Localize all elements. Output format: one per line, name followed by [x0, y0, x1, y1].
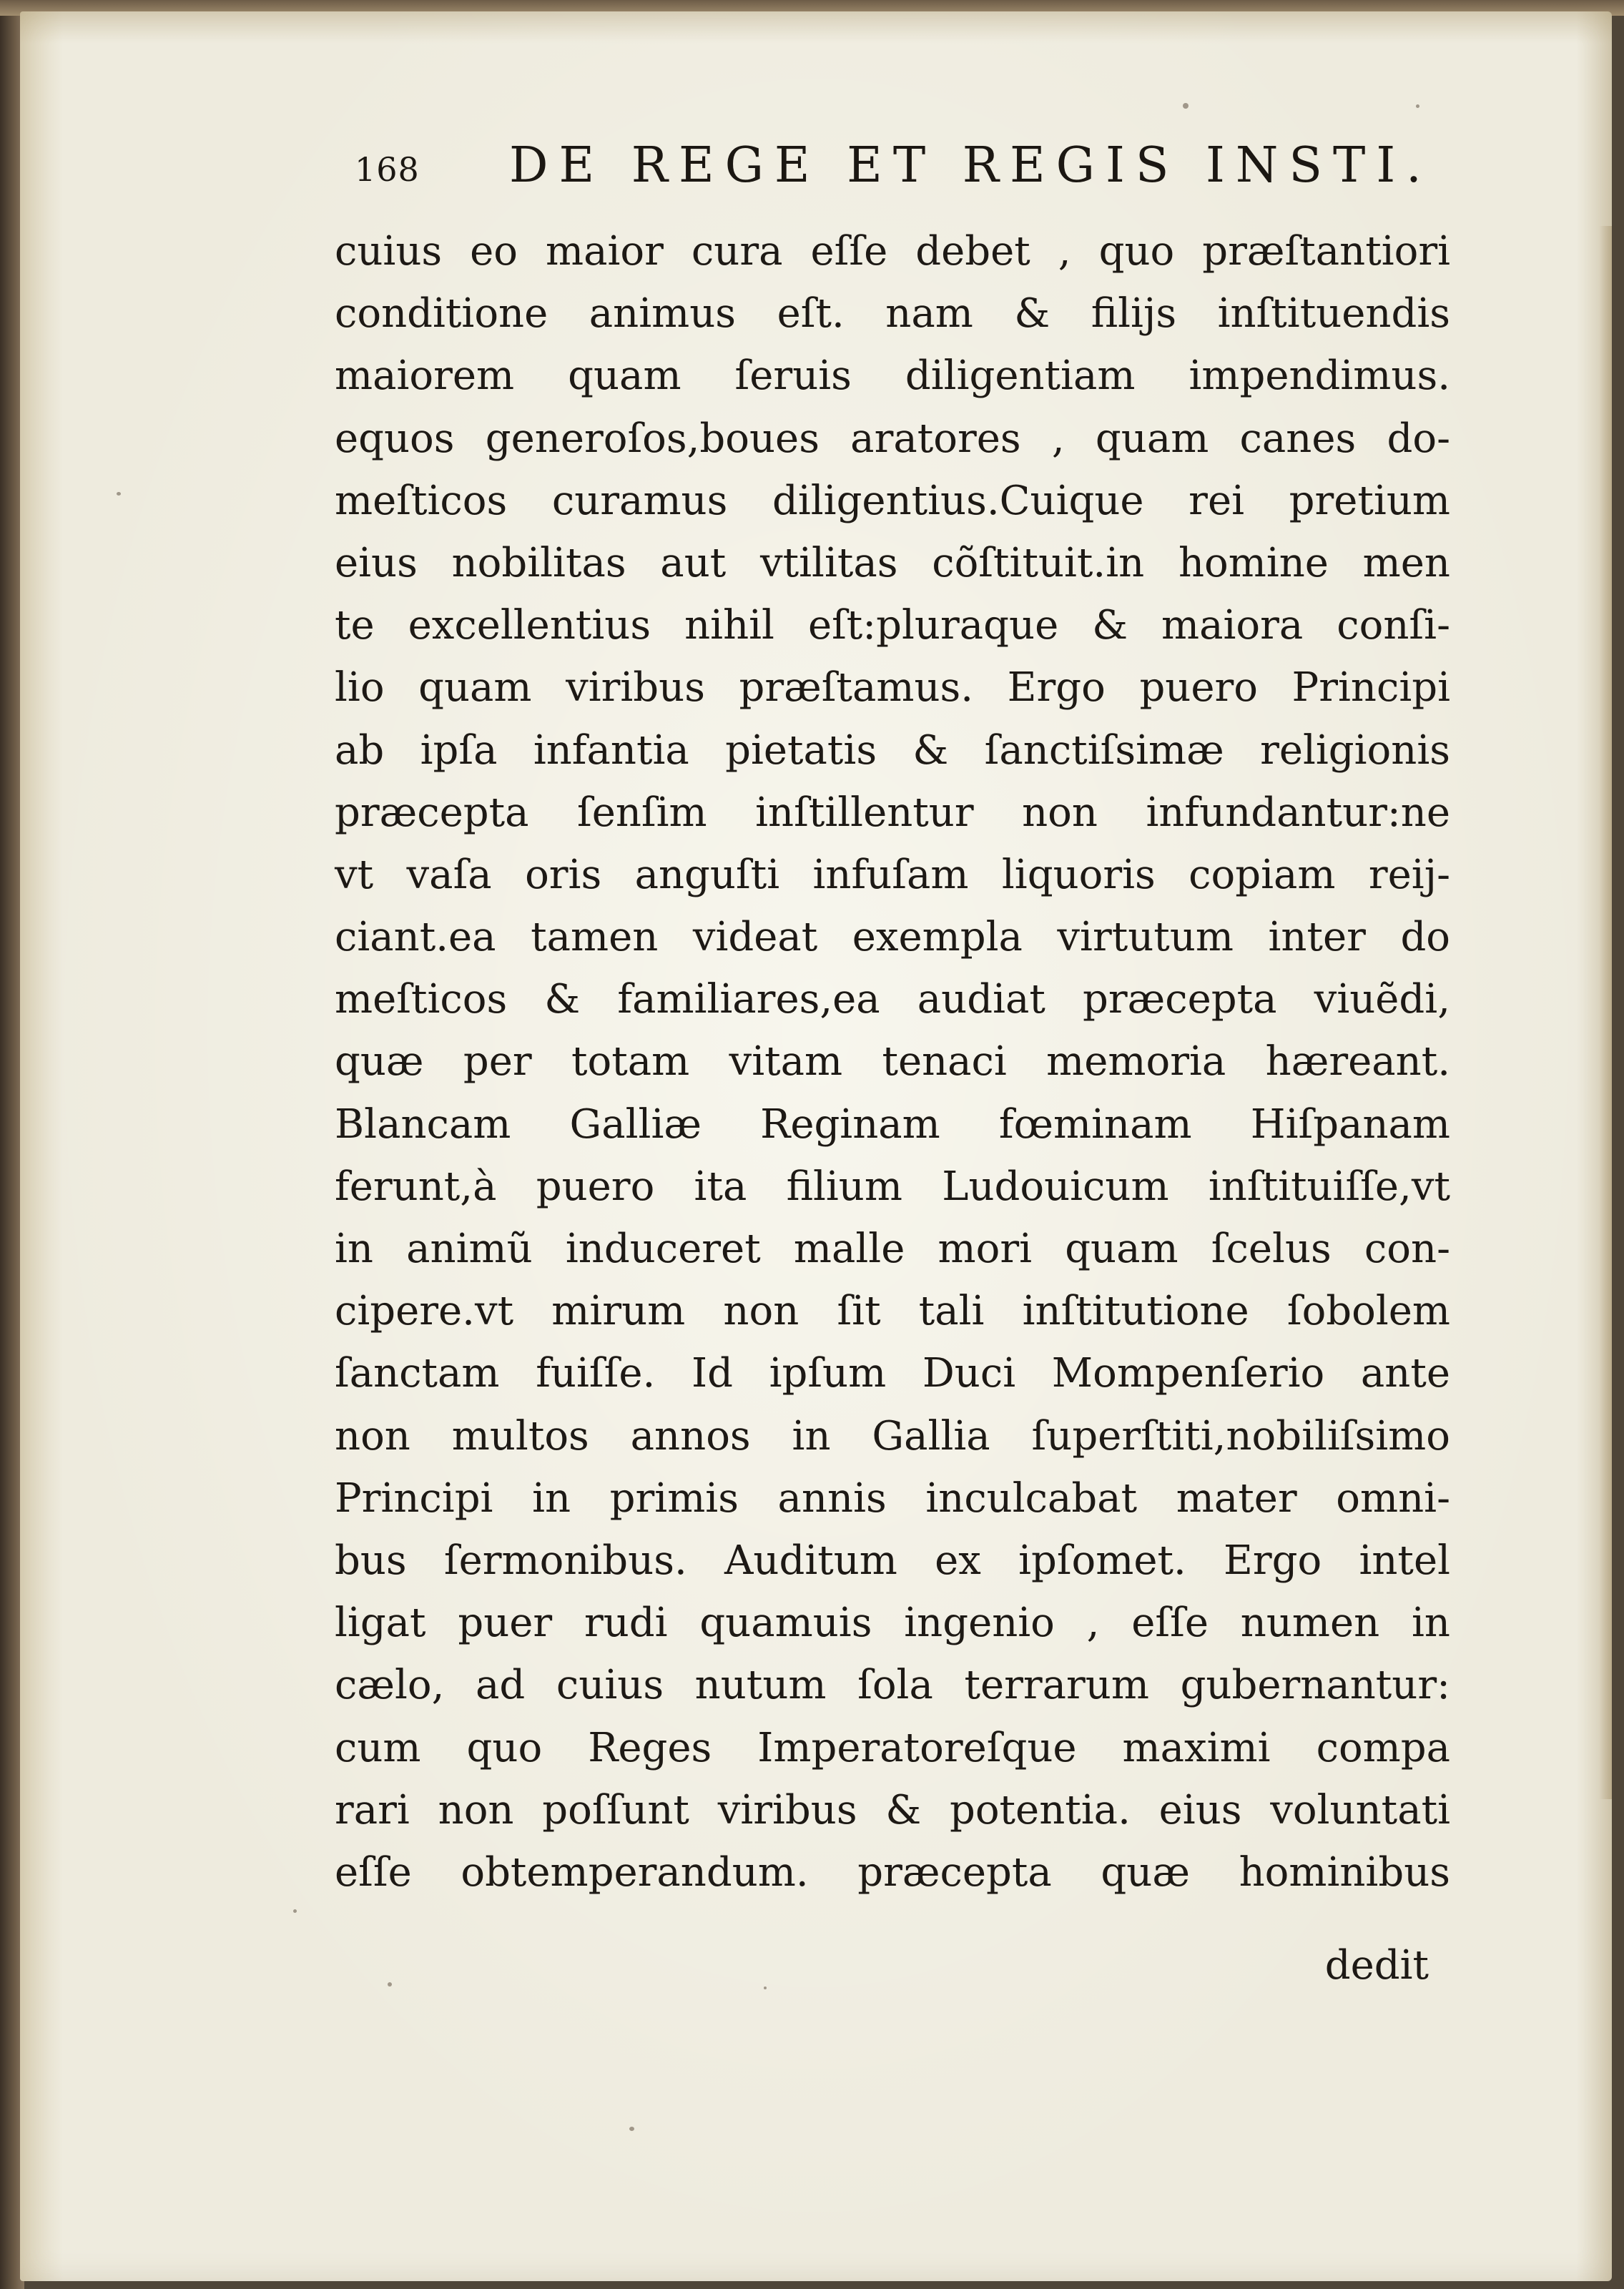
paper-speck	[117, 492, 121, 496]
text-line: cipere.vt mirum non ſit tali inſtitutione ſobolem	[335, 1288, 1450, 1335]
text-line: non multos annos in Gallia ſuperſtiti,nobiliſsimo	[335, 1412, 1450, 1459]
text-line: rari non poſſunt viribus & potentia. eius voluntati	[335, 1786, 1450, 1833]
page-number: 168	[355, 150, 420, 189]
text-line: eſſe obtemperandum. præcepta quæ hominibus	[335, 1849, 1450, 1896]
paper-edge-stain	[1599, 226, 1612, 1799]
paper-speck	[629, 2127, 634, 2131]
text-line: meſticos curamus diligentius.Cuique rei pretium	[335, 477, 1450, 524]
text-line: cum quo Reges Imperatoreſque maximi compa	[335, 1724, 1450, 1771]
text-line: cuius eo maior cura eſſe debet , quo præſtantiori	[335, 228, 1450, 275]
text-line: Principi in primis annis inculcabat mater omni-	[335, 1475, 1450, 1522]
text-line: equos generoſos,boues aratores , quam canes do-	[335, 415, 1450, 462]
paper-leaf	[20, 11, 1612, 2281]
text-line: ab ipſa infantia pietatis & ſanctiſsimæ religionis	[335, 727, 1450, 774]
text-line: meſticos & familiares,ea audiat præcepta viuẽdi,	[335, 976, 1450, 1023]
text-line: quæ per totam vitam tenaci memoria hæreant.	[335, 1038, 1450, 1086]
running-head	[355, 124, 1432, 203]
paper-speck	[1416, 104, 1419, 108]
text-line: ciant.ea tamen videat exempla virtutum inter do	[335, 914, 1450, 961]
text-line: præcepta ſenſim inſtillentur non infundantur:ne	[335, 789, 1450, 836]
text-line: bus ſermonibus. Auditum ex ipſomet. Ergo intel	[335, 1537, 1450, 1584]
catchword: dedit	[1324, 1942, 1429, 1989]
text-line: conditione animus eſt. nam & filijs inſtituendis	[335, 290, 1450, 338]
text-line: eius nobilitas aut vtilitas cõſtituit.in homine men	[335, 539, 1450, 586]
text-line: ferunt,à puero ita filium Ludouicum inſtituiſſe,vt	[335, 1163, 1450, 1210]
text-line: vt vaſa oris anguſti infuſam liquoris copiam reij-	[335, 851, 1450, 898]
text-line: Blancam Galliæ Reginam fœminam Hiſpanam	[335, 1101, 1450, 1148]
paper-speck	[1183, 103, 1189, 109]
text-line: ſanctam fuiſſe. Id ipſum Duci Mompenſerio ante	[335, 1350, 1450, 1397]
paper-speck	[764, 1987, 767, 1989]
text-line: te excellentius nihil eſt:pluraque & maiora conſi-	[335, 602, 1450, 649]
paper-speck	[293, 1909, 297, 1913]
text-line: lio quam viribus præſtamus. Ergo puero Principi	[335, 664, 1450, 712]
text-line: cælo, ad cuius nutum ſola terrarum gubernantur:	[335, 1662, 1450, 1709]
text-line: in animũ induceret malle mori quam ſcelus con-	[335, 1226, 1450, 1272]
text-line: ligat puer rudi quamuis ingenio , eſſe numen in	[335, 1600, 1450, 1647]
body-text-block	[335, 220, 1450, 1904]
text-line: maiorem quam ſeruis diligentiam impendimus.	[335, 353, 1450, 400]
paper-speck	[388, 1982, 392, 1987]
running-title: DE REGE ET REGIS INSTI.	[509, 137, 1432, 194]
